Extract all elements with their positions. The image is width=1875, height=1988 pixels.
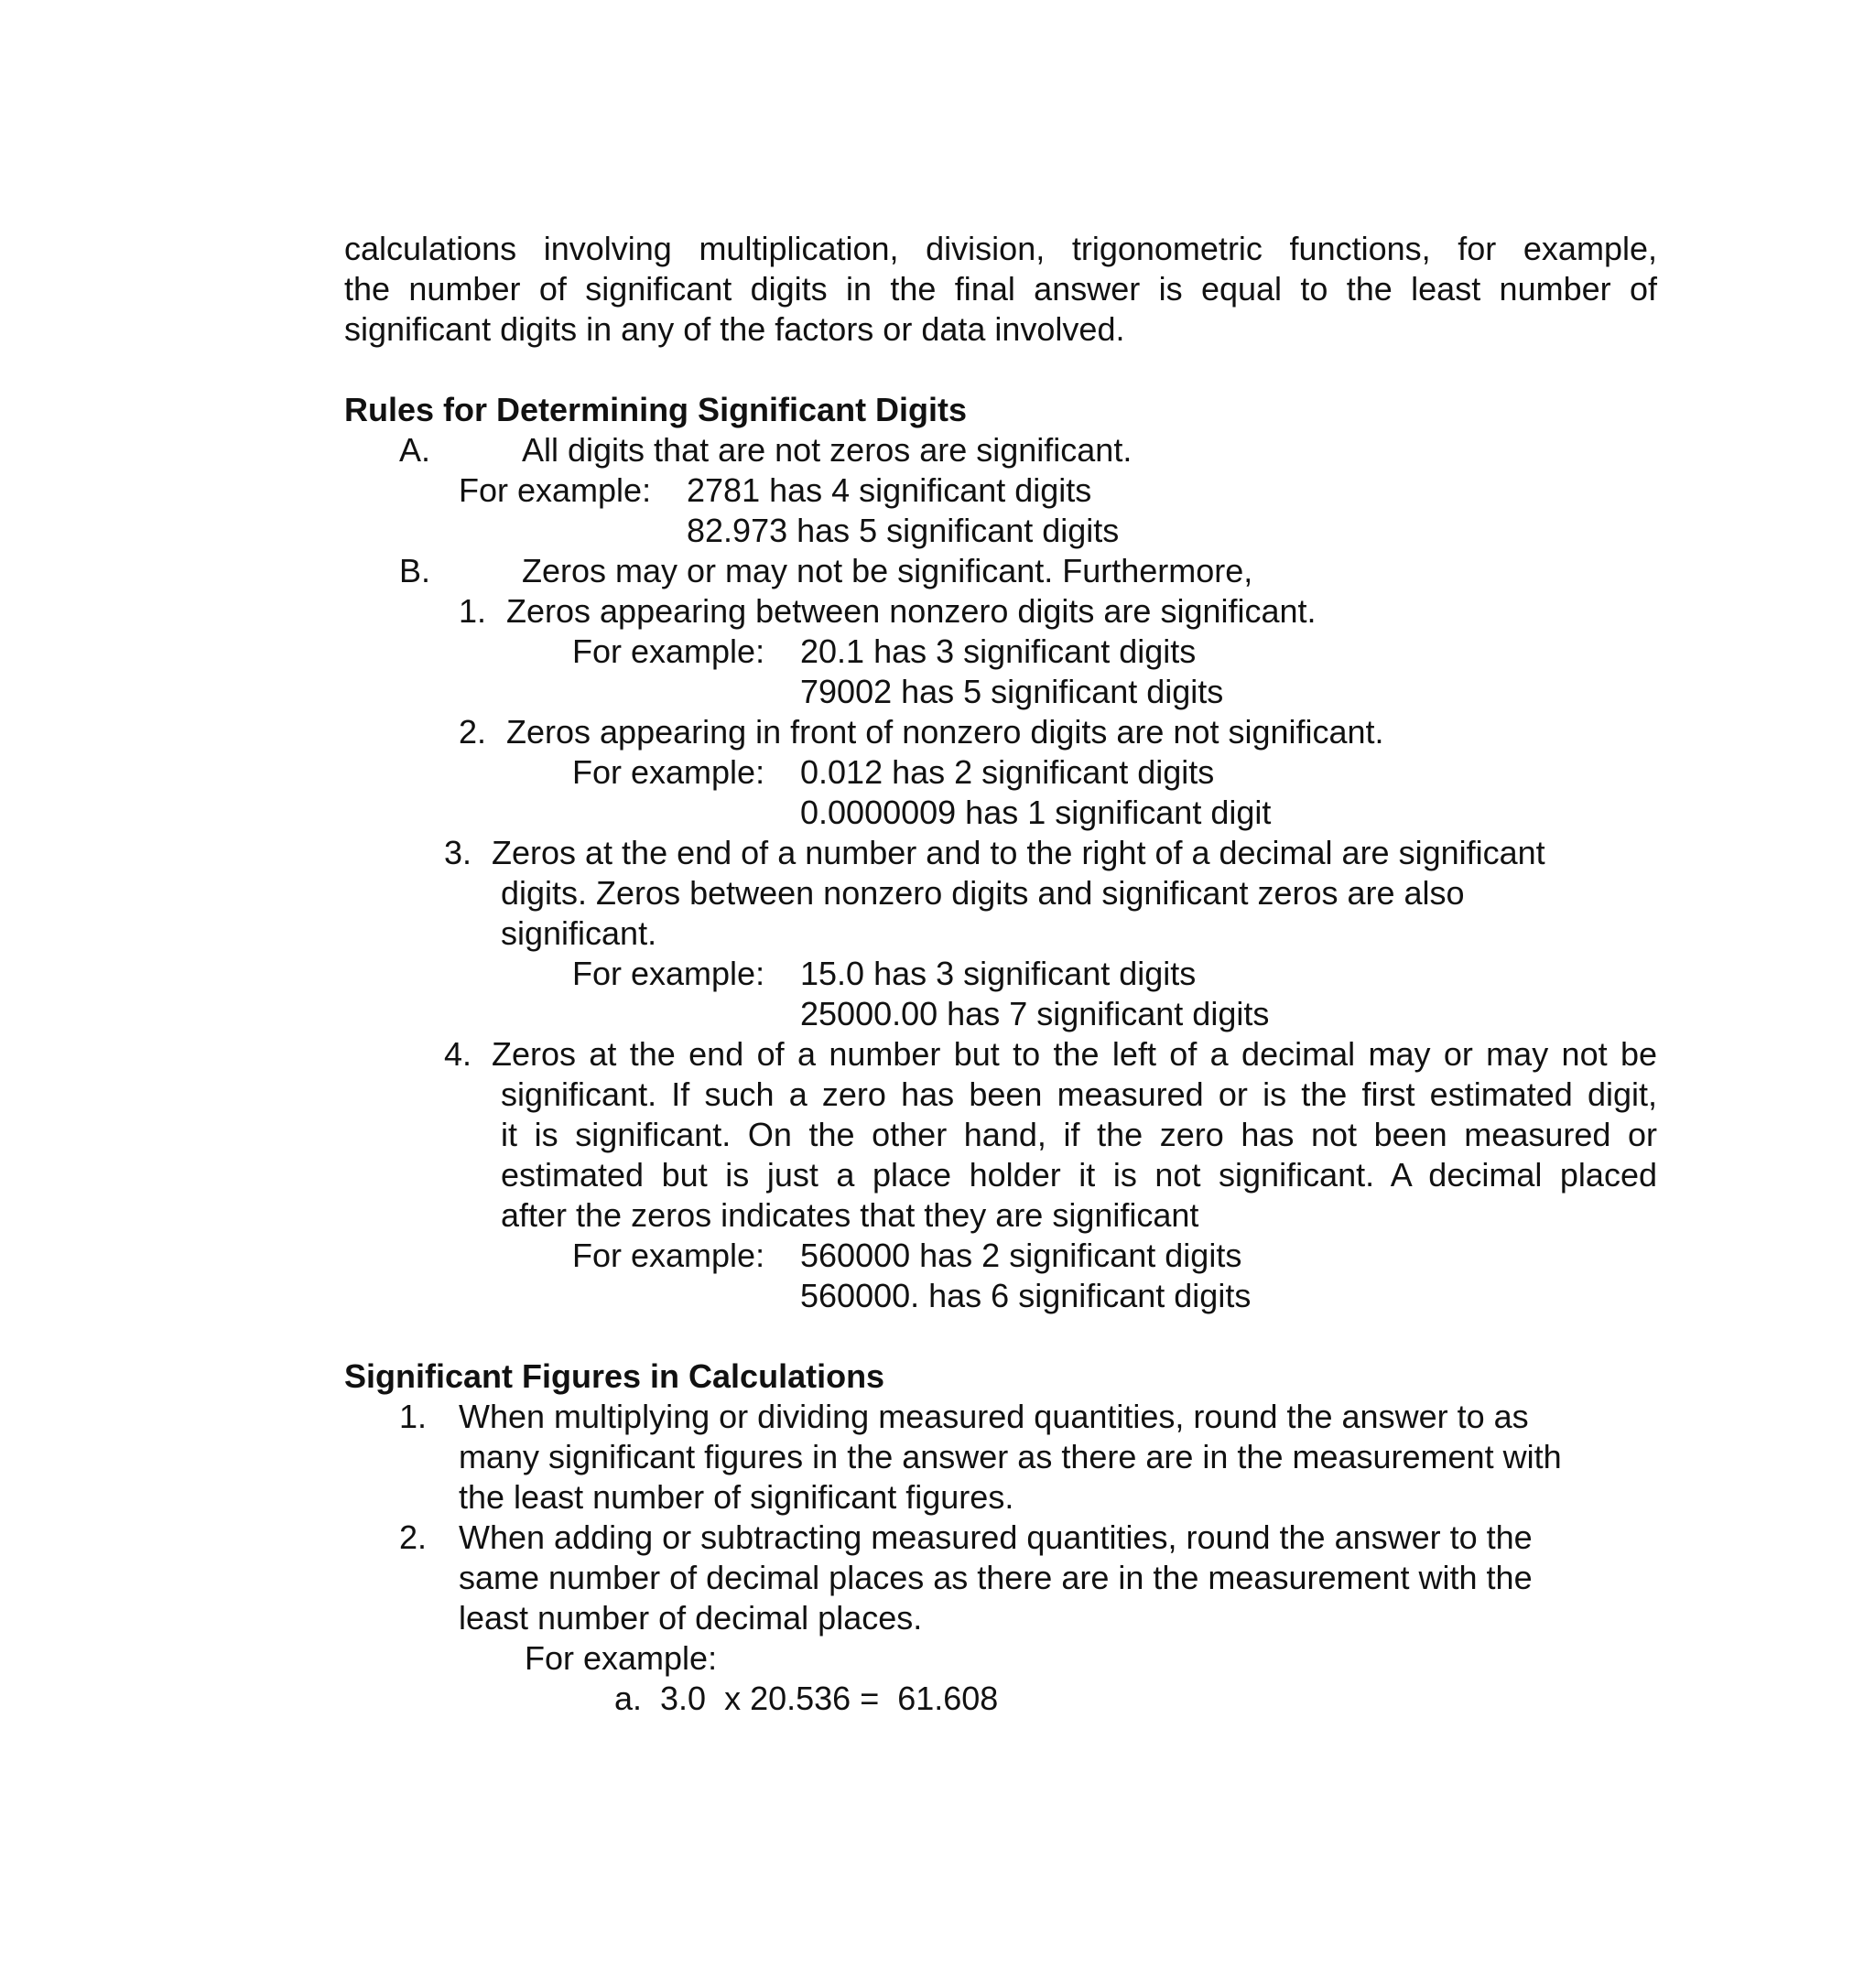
rule-b1-number: 1. [459,592,487,630]
calc-example-a: a. 3.0 x 20.536 = 61.608 [614,1680,999,1717]
rule-a-marker: A. [399,431,431,469]
rule-b3-number: 3. [444,834,472,871]
rule-b4-for-example: For example: [572,1237,765,1274]
calc-1-text: When multiplying or dividing measured quantities, round the answer to as [459,1398,1529,1435]
rule-a-for-example: For example: [459,471,652,509]
rules-heading: Rules for Determining Significant Digits [344,391,968,428]
rule-b4-example: 560000 has 2 significant digits [800,1237,1242,1274]
intro-line: calculations involving multiplication, division, trigonometric functions, for example, [344,230,1657,267]
intro-line: significant digits in any of the factors or data involved. [344,310,1125,348]
rule-b3-text: Zeros at the end of a number and to the right of a decimal are significant [492,834,1545,871]
rule-a-example: 82.973 has 5 significant digits [687,512,1120,549]
rule-b4-text: it is significant. On the other hand, if the zero has not been measured or [501,1116,1657,1153]
rule-b-marker: B. [399,552,431,589]
rule-b4-text: after the zeros indicates that they are significant [501,1196,1199,1234]
rule-b4-text: estimated but is just a place holder it is not significant. A decimal placed [501,1156,1657,1194]
rule-b4-text: Zeros at the end of a number but to the left of a decimal may or may not be [492,1035,1657,1073]
rule-b2-for-example: For example: [572,753,765,791]
rule-b4-example: 560000. has 6 significant digits [800,1277,1252,1314]
rule-b3-text: significant. [501,914,657,952]
calc-2-text: least number of decimal places. [459,1599,923,1637]
rule-b3-text: digits. Zeros between nonzero digits and significant zeros are also [501,874,1465,912]
rule-b3-example: 15.0 has 3 significant digits [800,955,1197,992]
rule-b2-number: 2. [459,713,487,751]
rule-b3-example: 25000.00 has 7 significant digits [800,995,1270,1032]
rule-b1-example: 79002 has 5 significant digits [800,673,1224,710]
rule-b2-example: 0.012 has 2 significant digits [800,753,1215,791]
rule-b4-text: significant. If such a zero has been measured or is the first estimated digit, [501,1075,1657,1113]
rule-b1-example: 20.1 has 3 significant digits [800,632,1197,670]
calc-for-example: For example: [525,1639,718,1677]
calc-1-text: the least number of significant figures. [459,1478,1014,1516]
rule-b1-for-example: For example: [572,632,765,670]
calc-1-number: 1. [399,1398,428,1435]
rule-b1-text: Zeros appearing between nonzero digits are significant. [506,592,1317,630]
rule-b-text: Zeros may or may not be significant. Furthermore, [522,552,1253,589]
intro-line: the number of significant digits in the final answer is equal to the least number of [344,270,1657,308]
rule-a-text: All digits that are not zeros are significant. [522,431,1133,469]
calc-2-number: 2. [399,1518,428,1556]
rule-a-example: 2781 has 4 significant digits [687,471,1092,509]
rule-b4-number: 4. [444,1035,472,1073]
calc-2-text: When adding or subtracting measured quantities, round the answer to the [459,1518,1533,1556]
calc-1-text: many significant figures in the answer as there are in the measurement with [459,1438,1562,1475]
rule-b3-for-example: For example: [572,955,765,992]
calc-2-text: same number of decimal places as there are in the measurement with the [459,1559,1533,1596]
calculations-heading: Significant Figures in Calculations [344,1357,885,1395]
rule-b2-text: Zeros appearing in front of nonzero digits are not significant. [506,713,1384,751]
rule-b2-example: 0.0000009 has 1 significant digit [800,794,1272,831]
